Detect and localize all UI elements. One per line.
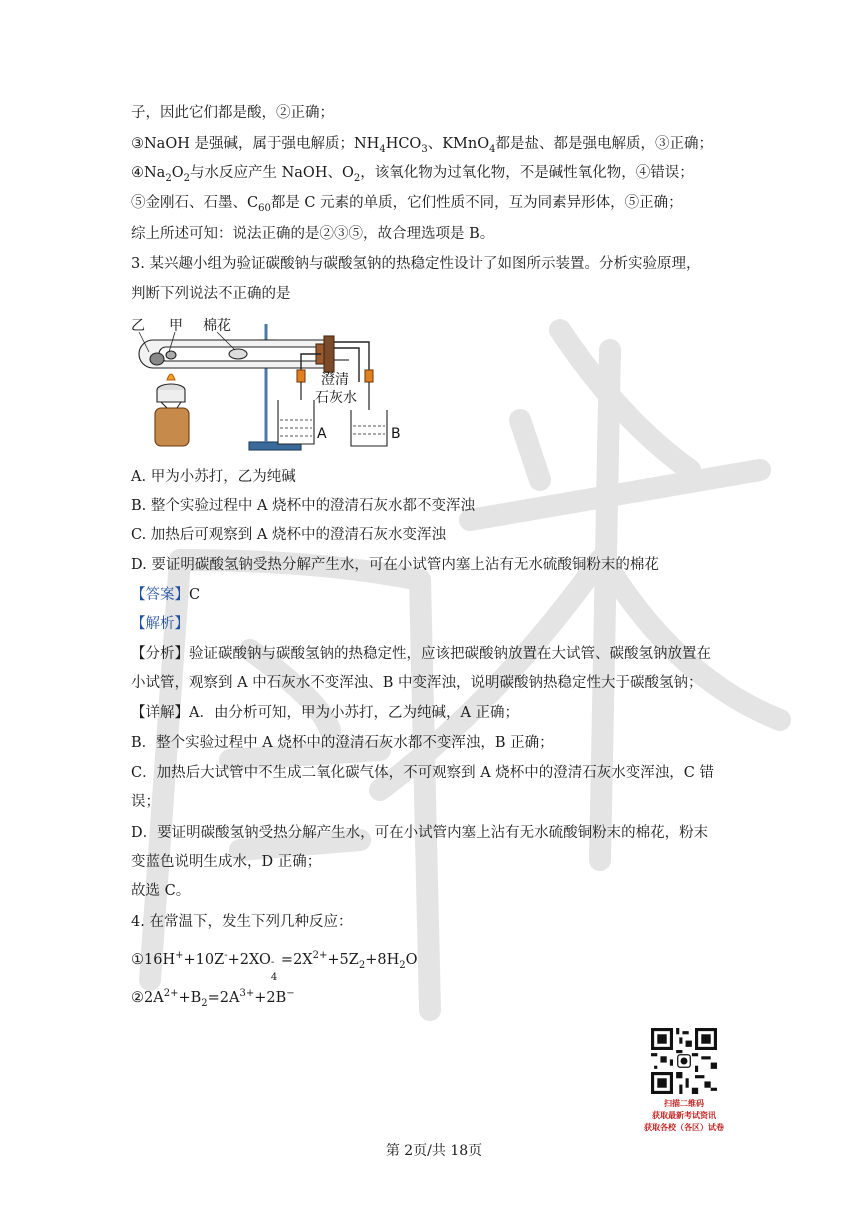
label-chengqing: 澄清 (321, 372, 349, 388)
qr-caption-2: 获取最新考试资讯 (652, 1111, 716, 1120)
detail-line: 变蓝色说明生成水，D 正确； (131, 854, 322, 870)
text-line: ③NaOH 是强碱，属于强电解质；$NH_4HCO_3$、KMnO$_4$都是盐、都是强电解质，③正确； (131, 136, 713, 155)
option-d: D. 要证明碳酸氢钠受热分解产生水，可在小试管内塞上沾有无水硫酸铜粉末的棉花 (131, 557, 659, 573)
reaction-2: $②2A^{2+}+B_2=2A^{3+}+2B^-$ (131, 988, 295, 1009)
label-jia: 甲 (169, 318, 183, 334)
option-b: B. 整个实验过程中 A 烧杯中的澄清石灰水都不变浑浊 (131, 498, 476, 514)
text-line: 子，因此它们都是酸，②正确； (131, 105, 334, 121)
analysis-line: 【分析】验证碳酸钠与碳酸氢钠的热稳定性，应该把碳酸钠放置在大试管、碳酸氢钠放置在 (131, 646, 711, 662)
qr-caption-1: 扫描二维码 (664, 1099, 704, 1108)
option-c: C. 加热后可观察到 A 烧杯中的澄清石灰水变浑浊 (131, 527, 446, 543)
answer-value: C (189, 587, 201, 603)
text-line: $④Na_2O_2$与水反应产生 NaOH、$O_2$，该氧化物为过氧化物，不是碱性氧化物，④错误； (131, 165, 694, 184)
label-shihuishui: 石灰水 (315, 390, 357, 406)
detail-line: B．整个实验过程中 A 烧杯中的澄清石灰水都不变浑浊，B 正确； (131, 735, 554, 751)
reaction-1: ①16H++10Z-+2XO - 4 $=2X^{2+}+5Z_2+8H_2O$ (131, 950, 418, 983)
analysis-line: 小试管，观察到 A 中石灰水不变浑浊、B 中变浑浊，说明碳酸钠热稳定性大于碳酸氢钠； (131, 675, 703, 691)
qr-caption-3: 获取各校（各区）试卷 (644, 1123, 724, 1132)
detail-line: D．要证明碳酸氢钠受热分解产生水，可在小试管内塞上沾有无水硫酸铜粉末的棉花，粉末 (131, 825, 709, 841)
answer-line (131, 585, 200, 605)
experiment-apparatus-figure (131, 312, 411, 457)
label-beaker-a: A (317, 426, 327, 442)
detail-line: 误； (131, 794, 160, 810)
question-4-stem: 4. 在常温下，发生下列几种反应： (131, 914, 353, 930)
detail-line: 【详解】A．由分析可知，甲为小苏打，乙为纯碱，A 正确； (131, 705, 520, 721)
label-mianhua: 棉花 (203, 318, 231, 334)
question-3-stem: 判断下列说法不正确的是 (131, 286, 291, 302)
text-line: 综上所述可知：说法正确的是②③⑤，故合理选项是 B。 (131, 226, 495, 242)
text-line: ⑤金刚石、石墨、$C_{60}$都是 C 元素的单质，它们性质不同，互为同素异形体，⑤正确； (131, 195, 683, 214)
analysis-heading: 【解析】 (131, 616, 189, 632)
label-yi: 乙 (131, 318, 145, 334)
detail-line: C．加热后大试管中不生成二氧化碳气体，不可观察到 A 烧杯中的澄清石灰水变浑浊，C 错 (131, 765, 714, 781)
question-3-stem: 3. 某兴趣小组为验证碳酸钠与碳酸氢钠的热稳定性设计了如图所示装置。分析实验原理， (131, 256, 701, 272)
label-beaker-b: B (391, 426, 401, 442)
option-a: A. 甲为小苏打，乙为纯碱 (131, 469, 296, 485)
page-number: 第 2页/共 18页 (385, 1143, 483, 1159)
qr-code[interactable] (650, 1028, 718, 1094)
answer-tag: 【答案】 (131, 587, 189, 603)
detail-line: 故选 C。 (131, 883, 191, 899)
